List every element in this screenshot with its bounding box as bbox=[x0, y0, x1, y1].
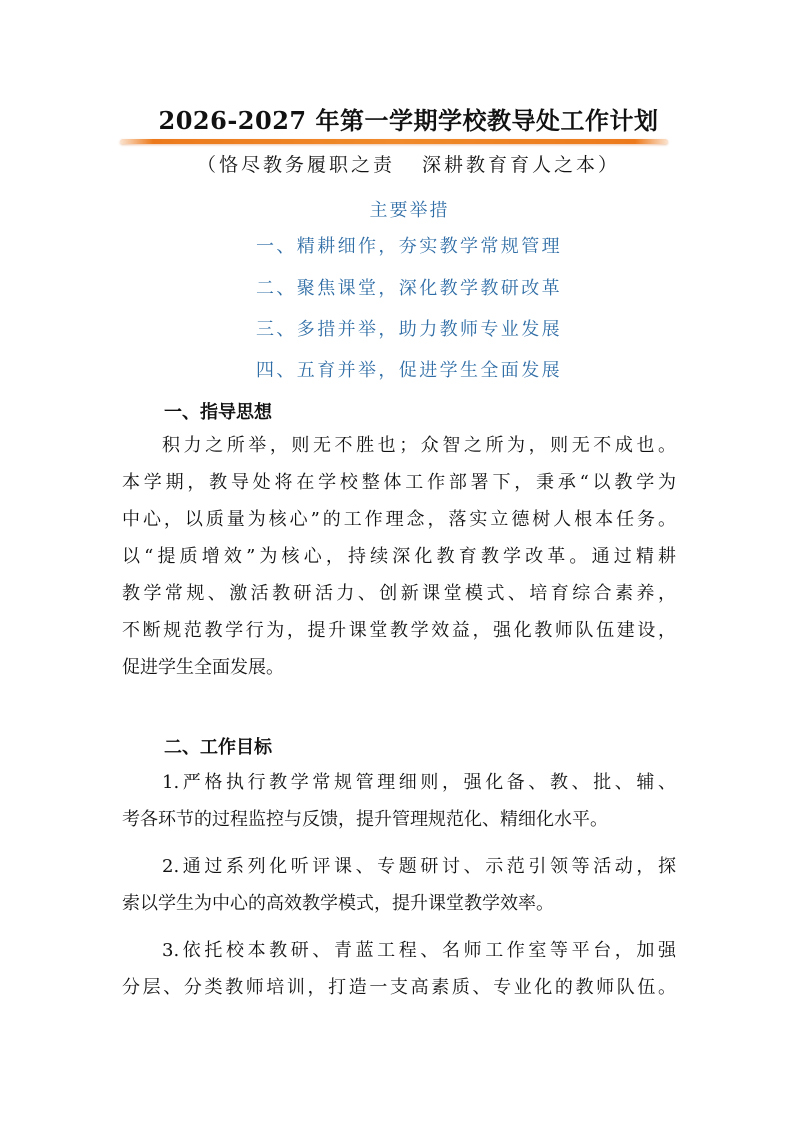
paragraph-line: 1.严格执行教学常规管理细则，强化备、教、批、辅、 bbox=[162, 772, 676, 793]
paragraph-line: 积力之所举，则无不胜也；众智之所为，则无不成也。 bbox=[162, 435, 676, 456]
paragraph-line: 不断规范教学行为，提升课堂教学效益，强化教师队伍建设， bbox=[122, 620, 676, 641]
measures-heading: 主要举措 bbox=[369, 200, 450, 221]
title-underline-decoration bbox=[120, 139, 668, 144]
document-subtitle: （恪尽教务履职之责 深耕教育育人之本） bbox=[196, 154, 621, 176]
paragraph-line: 中心，以质量为核心”的工作理念，落实立德树人根本任务。 bbox=[122, 509, 676, 530]
paragraph-line: 2.通过系列化听评课、专题研讨、示范引领等活动，探 bbox=[162, 856, 676, 877]
measure-item-3: 三、多措并举，助力教师专业发展 bbox=[256, 319, 562, 340]
document-title: 2026-2027 年第一学期学校教导处工作计划 bbox=[158, 106, 659, 135]
paragraph-guiding-ideology bbox=[122, 427, 676, 686]
paragraph-line: 本学期，教导处将在学校整体工作部署下，秉承“以教学为 bbox=[122, 472, 676, 493]
paragraph-line: 教学常规、激活教研活力、创新课堂模式、培育综合素养， bbox=[122, 583, 676, 604]
paragraph-line: 分层、分类教师培训，打造一支高素质、专业化的教师队伍。 bbox=[122, 977, 676, 998]
section-heading-work-goals: 二、工作目标 bbox=[164, 737, 272, 758]
paragraph-line: 索以学生为中心的高效教学模式，提升课堂教学效率。 bbox=[122, 893, 554, 914]
paragraph-line: 考各环节的过程监控与反馈，提升管理规范化、精细化水平。 bbox=[122, 809, 608, 830]
paragraph-line: 以“提质增效”为核心，持续深化教育教学改革。通过精耕 bbox=[122, 546, 676, 567]
section-heading-guiding-ideology: 一、指导思想 bbox=[164, 402, 272, 423]
paragraph-line: 3.依托校本教研、青蓝工程、名师工作室等平台，加强 bbox=[162, 940, 676, 961]
paragraph-goal-2 bbox=[122, 848, 676, 922]
measure-item-2: 二、聚焦课堂，深化教学教研改革 bbox=[256, 278, 562, 299]
paragraph-line: 促进学生全面发展。 bbox=[122, 657, 284, 678]
paragraph-goal-3 bbox=[122, 932, 676, 1006]
measure-item-1: 一、精耕细作，夯实教学常规管理 bbox=[256, 236, 562, 257]
measure-item-4: 四、五育并举，促进学生全面发展 bbox=[256, 360, 562, 381]
paragraph-goal-1 bbox=[122, 764, 676, 838]
